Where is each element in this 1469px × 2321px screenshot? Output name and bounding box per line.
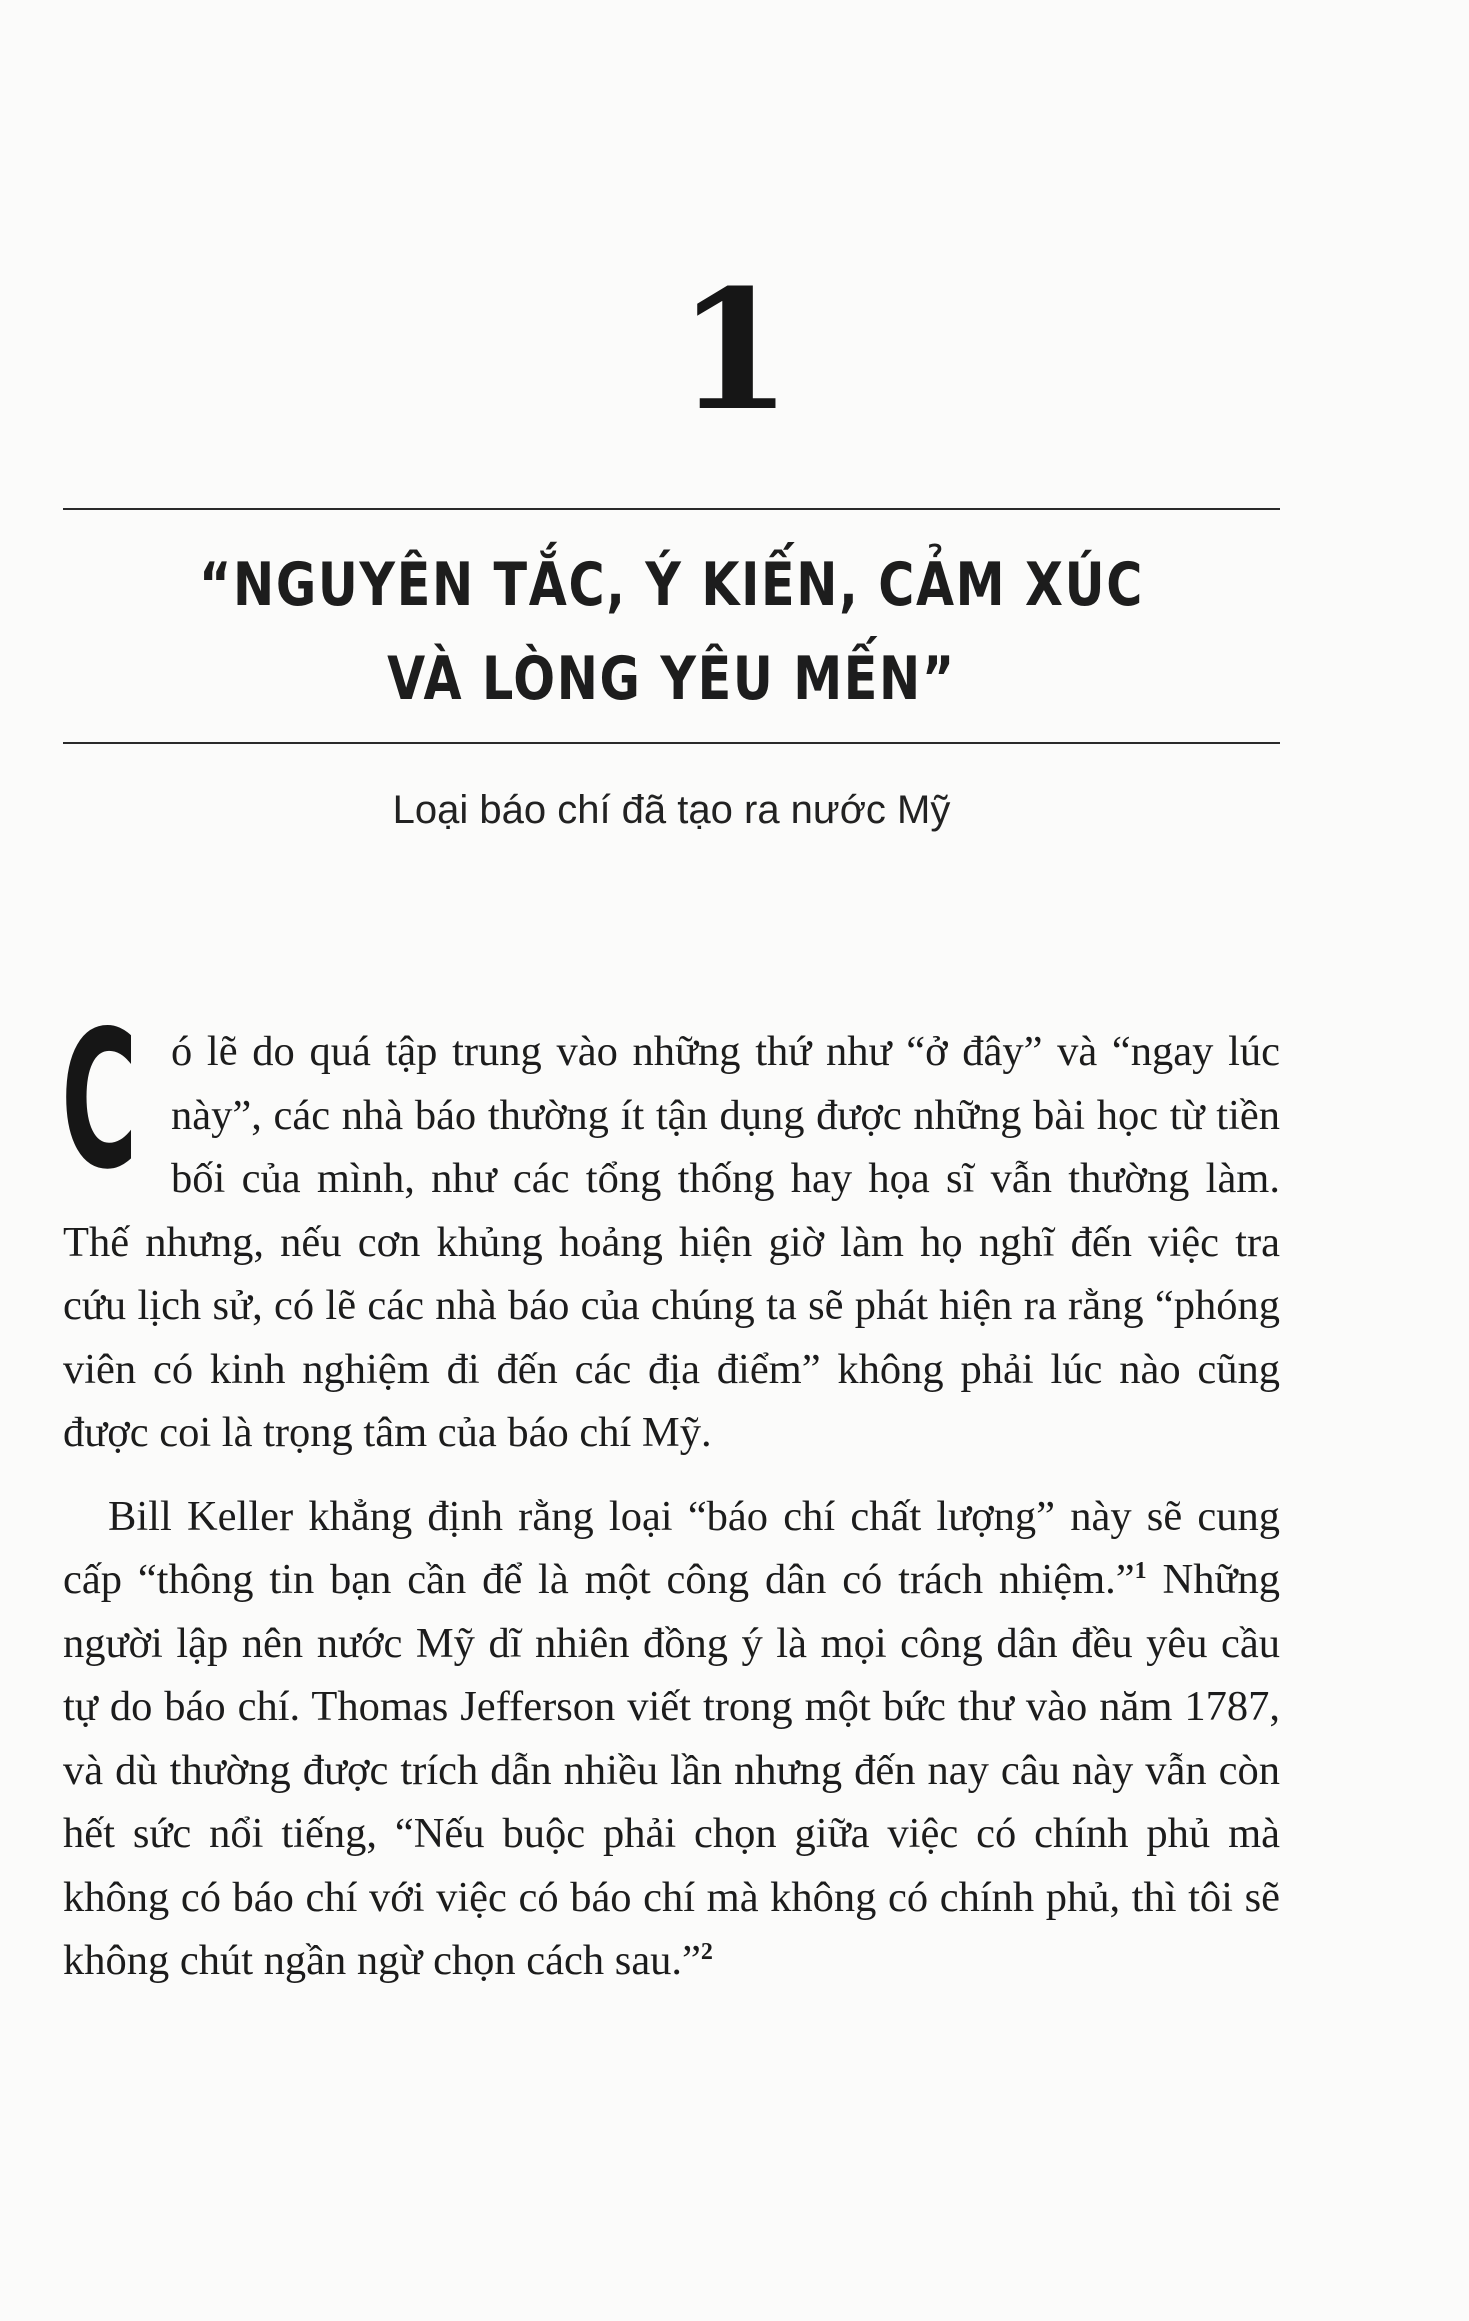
body-text xyxy=(61,990,1280,1993)
paragraph-1-text: ó lẽ do quá tập trung vào những thứ như “ở đây” và “ngay lúc này”, các nhà báo thường ít tận dụng được những bài học từ tiền bối của mình, như các tổng thống hay họa sĩ vẫn thường làm. Thế nhưng, nếu cơn khủng hoảng hiện giờ làm họ nghĩ đến việc tra cứu lịch sử, có lẽ các nhà báo của chúng ta sẽ phát hiện ra rằng “phóng viên có kinh nghiệm đi đến các địa điểm” không phải lúc nào cũng được coi là trọng tâm của báo chí Mỹ. xyxy=(63,1028,1280,1456)
chapter-subtitle: Loại báo chí đã tạo ra nước Mỹ xyxy=(392,788,951,832)
paragraph-2-text-b: Những người lập nên nước Mỹ dĩ nhiên đồng ý là mọi công dân đều yêu cầu tự do báo chí. Thomas Jefferson viết trong một bức thư vào năm 1787, và dù thường được trích dẫn nhiều lần nhưng đến nay câu này vẫn còn hết sức nổi tiếng, “Nếu buộc phải chọn giữa việc có chính phủ mà không có báo chí với việc có báo chí mà không có chính phủ, thì tôi sẽ không chút ngần ngừ chọn cách sau.” xyxy=(63,1556,1280,1984)
drop-cap: C xyxy=(61,990,138,1211)
footnote-marker-1: 1 xyxy=(1134,1557,1147,1584)
title-bottom-rule xyxy=(63,742,1280,744)
chapter-number: 1 xyxy=(677,253,792,447)
footnote-marker-2: 2 xyxy=(700,1938,713,1965)
chapter-title-line-2: VÀ LÒNG YÊU MẾN” xyxy=(387,644,956,714)
chapter-title-line-1: “NGUYÊN TẮC, Ý KIẾN, CẢM XÚC xyxy=(199,550,1144,620)
title-top-rule xyxy=(63,508,1280,510)
paragraph-2 xyxy=(63,1485,1280,1993)
chapter-title xyxy=(63,538,1280,726)
paragraph-2-text-a: Bill Keller khẳng định rằng loại “báo chí chất lượng” này sẽ cung cấp “thông tin bạn cần để là một công dân có trách nhiệm.” xyxy=(63,1492,1280,1603)
paragraph-1 xyxy=(61,990,1280,1465)
